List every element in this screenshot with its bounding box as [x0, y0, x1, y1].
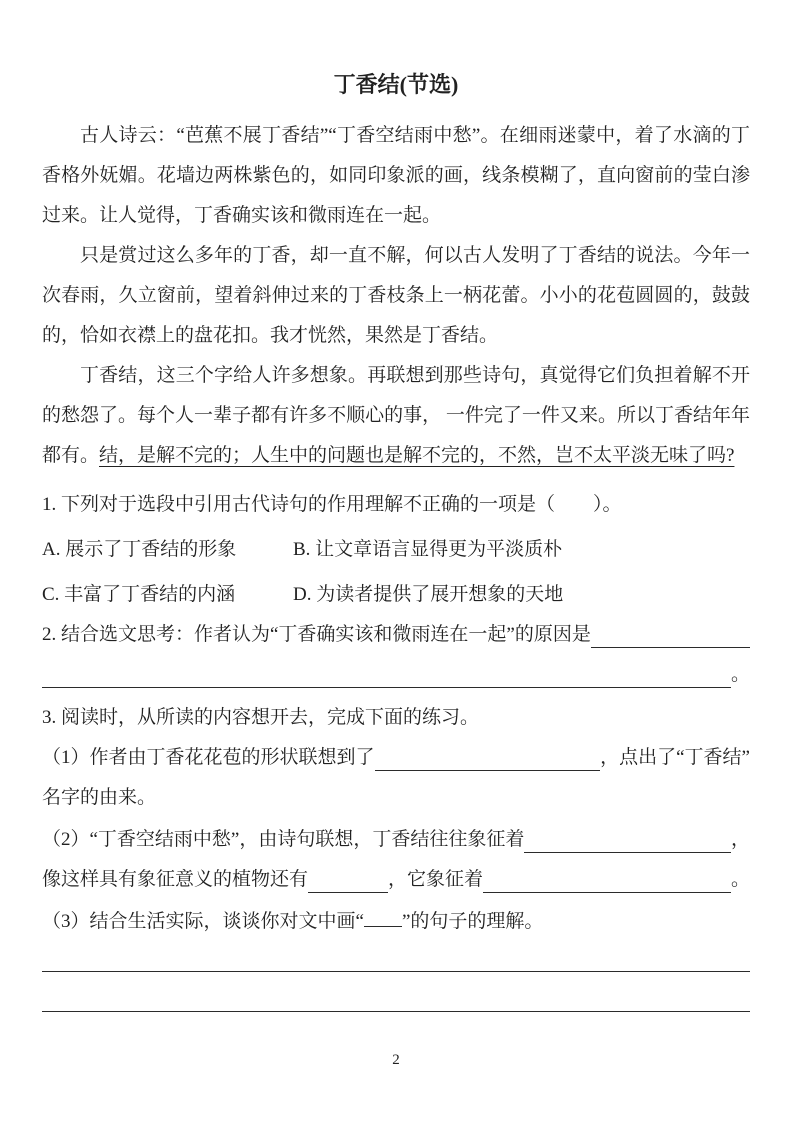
sub-2-text-after-blank: ， — [730, 829, 750, 850]
question-3-sub-3-line — [42, 902, 750, 942]
question-2-end-punctuation: 。 — [730, 664, 750, 685]
passage-paragraph-3-text: 丁香结，这三个字给人许多想象。再联想到那些诗句，真觉得它们负担着解不开的愁怨了。每个人一辈子都有许多不顺心的事， 一件完了一件又来。所以丁香结年年都有。 — [42, 365, 750, 466]
answer-blank-sub-2-meaning — [483, 892, 731, 893]
question-1-option-c: C. 丰富了丁香结的内涵 — [42, 584, 236, 605]
sub-3-text-after-blank: ”的句子的理解。 — [401, 911, 544, 932]
question-2-stem-line — [42, 615, 750, 655]
sub-2-line-2-text-b: ，它象征着 — [388, 869, 484, 890]
question-1-stem: 1. 下列对于选段中引用古代诗句的作用理解不正确的一项是（ ）。 — [42, 494, 622, 515]
question-3-sub-1-line-1 — [42, 738, 750, 778]
answer-blank-q2-full-line — [42, 687, 731, 688]
sub-3-text-before-blank: （3）结合生活实际，谈谈你对文中画“ — [42, 911, 364, 932]
question-1-option-d: D. 为读者提供了展开想象的天地 — [293, 584, 564, 605]
question-3-sub-1-line-2: 名字的由来。 — [42, 787, 157, 808]
question-1-options-row-2 — [42, 575, 750, 615]
sub-2-line-2-text-c: 。 — [730, 869, 750, 890]
question-3-intro: 3. 阅读时，从所读的内容想开去，完成下面的练习。 — [42, 707, 480, 728]
page-title: 丁香结(节选) — [333, 72, 459, 97]
answer-blank-sub-2-symbolize — [524, 852, 731, 853]
passage-paragraph-2: 只是赏过这么多年的丁香，却一直不解，何以古人发明了丁香结的说法。今年一次春雨，久立窗前，望着斜伸过来的丁香枝条上一柄花蕾。小小的花苞圆圆的，鼓鼓的，恰如衣襟上的盘花扣。我才恍然，果然是丁香结。 — [42, 245, 750, 346]
passage-underlined-sentence: 结，是解不完的；人生中的问题也是解不完的，不然，岂不太平淡无味了吗? — [99, 445, 735, 466]
question-2-stem: 2. 结合选文思考：作者认为“丁香确实该和微雨连在一起”的原因是 — [42, 624, 591, 645]
page-number: 2 — [392, 1052, 400, 1068]
question-2-answer-line — [42, 655, 750, 695]
sub-2-line-2-text-a: 像这样具有象征意义的植物还有 — [42, 869, 309, 890]
question-3-sub-2-line-2 — [42, 860, 750, 900]
sub-2-text-before-blank: （2）“丁香空结雨中愁”，由诗句联想，丁香结往往象征着 — [42, 829, 525, 850]
answer-blank-q2-inline — [591, 647, 750, 648]
question-1-options-row-1 — [42, 530, 750, 570]
answer-blank-line-1 — [42, 942, 750, 972]
passage-paragraph-3 — [42, 356, 750, 476]
underline-mark-placeholder — [364, 925, 402, 927]
question-1-option-a: A. 展示了丁香结的形象 — [42, 539, 237, 560]
answer-blank-sub-2-plant — [308, 892, 388, 893]
question-1-option-b: B. 让文章语言显得更为平淡质朴 — [293, 539, 563, 560]
passage-paragraph-1: 古人诗云：“芭蕉不展丁香结”“丁香空结雨中愁”。在细雨迷蒙中，着了水滴的丁香格外妩媚。花墙边两株紫色的，如同印象派的画，线条模糊了，直向窗前的莹白渗过来。让人觉得，丁香确实该和微雨连在一起。 — [42, 125, 750, 226]
sub-1-text-after-blank: ，点出了“丁香结” — [600, 747, 750, 768]
answer-blank-sub-1 — [375, 770, 601, 771]
sub-1-text-before-blank: （1）作者由丁香花花苞的形状联想到了 — [42, 747, 375, 768]
question-3-sub-2-line-1 — [42, 820, 750, 860]
answer-blank-line-2 — [42, 972, 750, 1012]
